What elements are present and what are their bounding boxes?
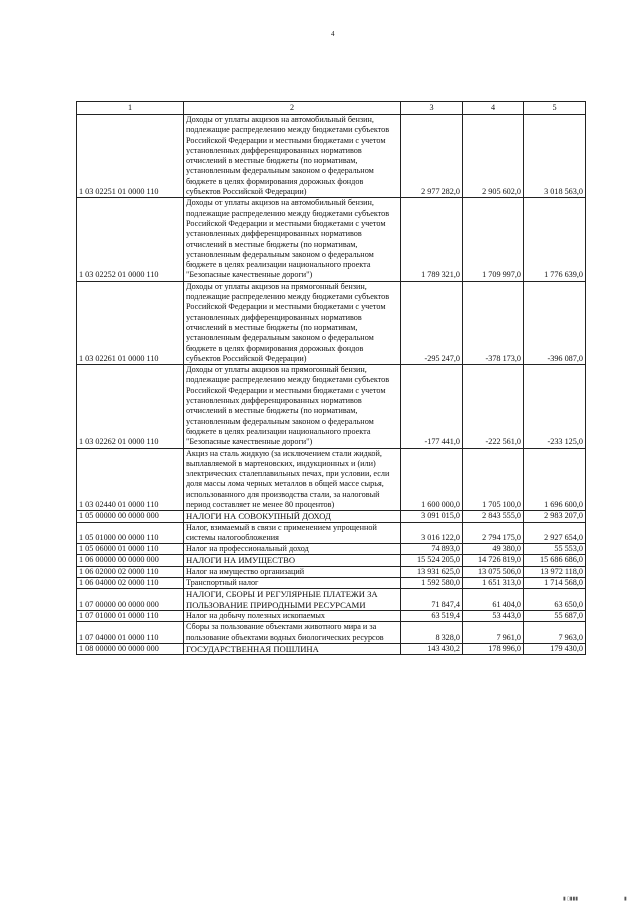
row-value-col4: 178 996,0 (463, 643, 524, 654)
row-value-col5: 1 696 600,0 (524, 448, 586, 511)
row-name: НАЛОГИ, СБОРЫ И РЕГУЛЯРНЫЕ ПЛАТЕЖИ ЗА ПОЛЬЗОВАНИЕ ПРИРОДНЫМИ РЕСУРСАМИ (184, 589, 401, 611)
row-name: Налог на имущество организаций (184, 566, 401, 577)
row-name: Доходы от уплаты акцизов на автомобильный бензин, подлежащие распределению между бюджетами субъектов Российской Федерации и местными бюджетами с учетом установленных дифференцированных нормативов отчислений в местные бюджеты (по нормативам, установленным федеральным законом о федеральном бюджете в целях формирования дорожных фондов субъектов Российской Федерации) (184, 115, 401, 198)
scan-mark: ▮ (624, 897, 627, 902)
table-row (77, 555, 586, 566)
row-value-col4: 53 443,0 (463, 610, 524, 621)
row-code: 1 03 02252 01 0000 110 (77, 198, 184, 281)
table-row (77, 511, 586, 522)
row-value-col5: 179 430,0 (524, 643, 586, 654)
table-row (77, 281, 586, 364)
row-code: 1 06 04000 02 0000 110 (77, 578, 184, 589)
row-value-col5: 55 553,0 (524, 544, 586, 555)
table-row (77, 589, 586, 611)
table-row (77, 622, 586, 644)
row-code: 1 03 02440 01 0000 110 (77, 448, 184, 511)
row-value-col5: 2 927 654,0 (524, 522, 586, 544)
row-code: 1 06 02000 02 0000 110 (77, 566, 184, 577)
row-value-col3: 71 847,4 (401, 589, 463, 611)
page-number: 4 (331, 30, 335, 38)
row-value-col3: -295 247,0 (401, 281, 463, 364)
row-code: 1 08 00000 00 0000 000 (77, 643, 184, 654)
column-header: 4 (463, 102, 524, 115)
row-value-col4: 1 651 313,0 (463, 578, 524, 589)
row-value-col3: 8 328,0 (401, 622, 463, 644)
table-row (77, 522, 586, 544)
row-value-col4: 14 726 819,0 (463, 555, 524, 566)
row-name: Налог на добычу полезных ископаемых (184, 610, 401, 621)
column-header: 1 (77, 102, 184, 115)
row-value-col5: -233 125,0 (524, 365, 586, 448)
row-value-col5: 1 714 568,0 (524, 578, 586, 589)
table-row (77, 566, 586, 577)
row-code: 1 03 02261 01 0000 110 (77, 281, 184, 364)
row-value-col4: 1 705 100,0 (463, 448, 524, 511)
row-value-col4: 13 075 506,0 (463, 566, 524, 577)
row-value-col3: 1 592 580,0 (401, 578, 463, 589)
row-value-col3: 15 524 205,0 (401, 555, 463, 566)
row-value-col5: -396 087,0 (524, 281, 586, 364)
row-value-col4: -222 561,0 (463, 365, 524, 448)
table-row (77, 198, 586, 281)
table-row (77, 365, 586, 448)
row-code: 1 07 00000 00 0000 000 (77, 589, 184, 611)
row-value-col5: 3 018 563,0 (524, 115, 586, 198)
row-code: 1 05 01000 00 0000 110 (77, 522, 184, 544)
row-name: НАЛОГИ НА СОВОКУПНЫЙ ДОХОД (184, 511, 401, 522)
row-value-col5: 13 972 118,0 (524, 566, 586, 577)
row-value-col3: 3 091 015,0 (401, 511, 463, 522)
row-name: Доходы от уплаты акцизов на прямогонный бензин, подлежащие распределению между бюджетами субъектов Российской Федерации и местными бюджетами с учетом установленных дифференцированных нормативов отчислений в местные бюджеты (по нормативам, установленным федеральным законом о федеральном бюджете в целях реализации национального проекта "Безопасные качественные дороги") (184, 365, 401, 448)
table-row (77, 115, 586, 198)
row-name: Транспортный налог (184, 578, 401, 589)
row-code: 1 05 06000 01 0000 110 (77, 544, 184, 555)
row-value-col4: 49 380,0 (463, 544, 524, 555)
row-name: Доходы от уплаты акцизов на автомобильный бензин, подлежащие распределению между бюджетами субъектов Российской Федерации и местными бюджетами с учетом установленных дифференцированных нормативов отчислений в местные бюджеты (по нормативам, установленным федеральным законом о федеральном бюджете в целях реализации национального проекта "Безопасные качественные дороги") (184, 198, 401, 281)
row-value-col3: 1 600 000,0 (401, 448, 463, 511)
table-row (77, 610, 586, 621)
row-value-col3: -177 441,0 (401, 365, 463, 448)
row-name: Сборы за пользование объектами животного мира и за пользование объектами водных биологических ресурсов (184, 622, 401, 644)
table-body (77, 115, 586, 655)
row-name: ГОСУДАРСТВЕННАЯ ПОШЛИНА (184, 643, 401, 654)
table-row (77, 544, 586, 555)
row-name: Акциз на сталь жидкую (за исключением стали жидкой, выплавляемой в мартеновских, индукционных и (или) электрических сталеплавильных печах, при условии, если доля массы лома черных металлов в общей массе сырья, использованного для производства стали, за налоговый период составляет не менее 80 процентов) (184, 448, 401, 511)
row-value-col5: 63 650,0 (524, 589, 586, 611)
row-value-col3: 1 789 321,0 (401, 198, 463, 281)
row-value-col5: 2 983 207,0 (524, 511, 586, 522)
row-name: Налог, взимаемый в связи с применением упрощенной системы налогообложения (184, 522, 401, 544)
row-value-col4: 7 961,0 (463, 622, 524, 644)
row-value-col3: 3 016 122,0 (401, 522, 463, 544)
row-value-col4: 2 905 602,0 (463, 115, 524, 198)
column-header: 2 (184, 102, 401, 115)
scan-mark: ▮ ▯▮▮▮ (563, 897, 579, 902)
table-row (77, 643, 586, 654)
row-value-col5: 15 686 686,0 (524, 555, 586, 566)
budget-revenue-table (76, 101, 586, 655)
row-value-col4: 61 404,0 (463, 589, 524, 611)
row-value-col3: 13 931 625,0 (401, 566, 463, 577)
row-value-col4: 2 843 555,0 (463, 511, 524, 522)
column-header: 5 (524, 102, 586, 115)
column-header: 3 (401, 102, 463, 115)
row-value-col5: 1 776 639,0 (524, 198, 586, 281)
table-row (77, 448, 586, 511)
row-value-col5: 7 963,0 (524, 622, 586, 644)
row-name: НАЛОГИ НА ИМУЩЕСТВО (184, 555, 401, 566)
row-name: Налог на профессиональный доход (184, 544, 401, 555)
row-code: 1 03 02251 01 0000 110 (77, 115, 184, 198)
row-code: 1 06 00000 00 0000 000 (77, 555, 184, 566)
row-value-col3: 143 430,2 (401, 643, 463, 654)
table-header-row (77, 102, 586, 115)
row-value-col5: 55 687,0 (524, 610, 586, 621)
row-name: Доходы от уплаты акцизов на прямогонный бензин, подлежащие распределению между бюджетами субъектов Российской Федерации и местными бюджетами с учетом установленных дифференцированных нормативов отчислений в местные бюджеты (по нормативам, установленным федеральным законом о федеральном бюджете в целях формирования дорожных фондов субъектов Российской Федерации) (184, 281, 401, 364)
row-value-col4: 2 794 175,0 (463, 522, 524, 544)
row-value-col3: 63 519,4 (401, 610, 463, 621)
row-code: 1 03 02262 01 0000 110 (77, 365, 184, 448)
row-code: 1 05 00000 00 0000 000 (77, 511, 184, 522)
row-value-col4: -378 173,0 (463, 281, 524, 364)
row-value-col3: 74 893,0 (401, 544, 463, 555)
row-value-col3: 2 977 282,0 (401, 115, 463, 198)
row-code: 1 07 04000 01 0000 110 (77, 622, 184, 644)
row-code: 1 07 01000 01 0000 110 (77, 610, 184, 621)
row-value-col4: 1 709 997,0 (463, 198, 524, 281)
table-row (77, 578, 586, 589)
